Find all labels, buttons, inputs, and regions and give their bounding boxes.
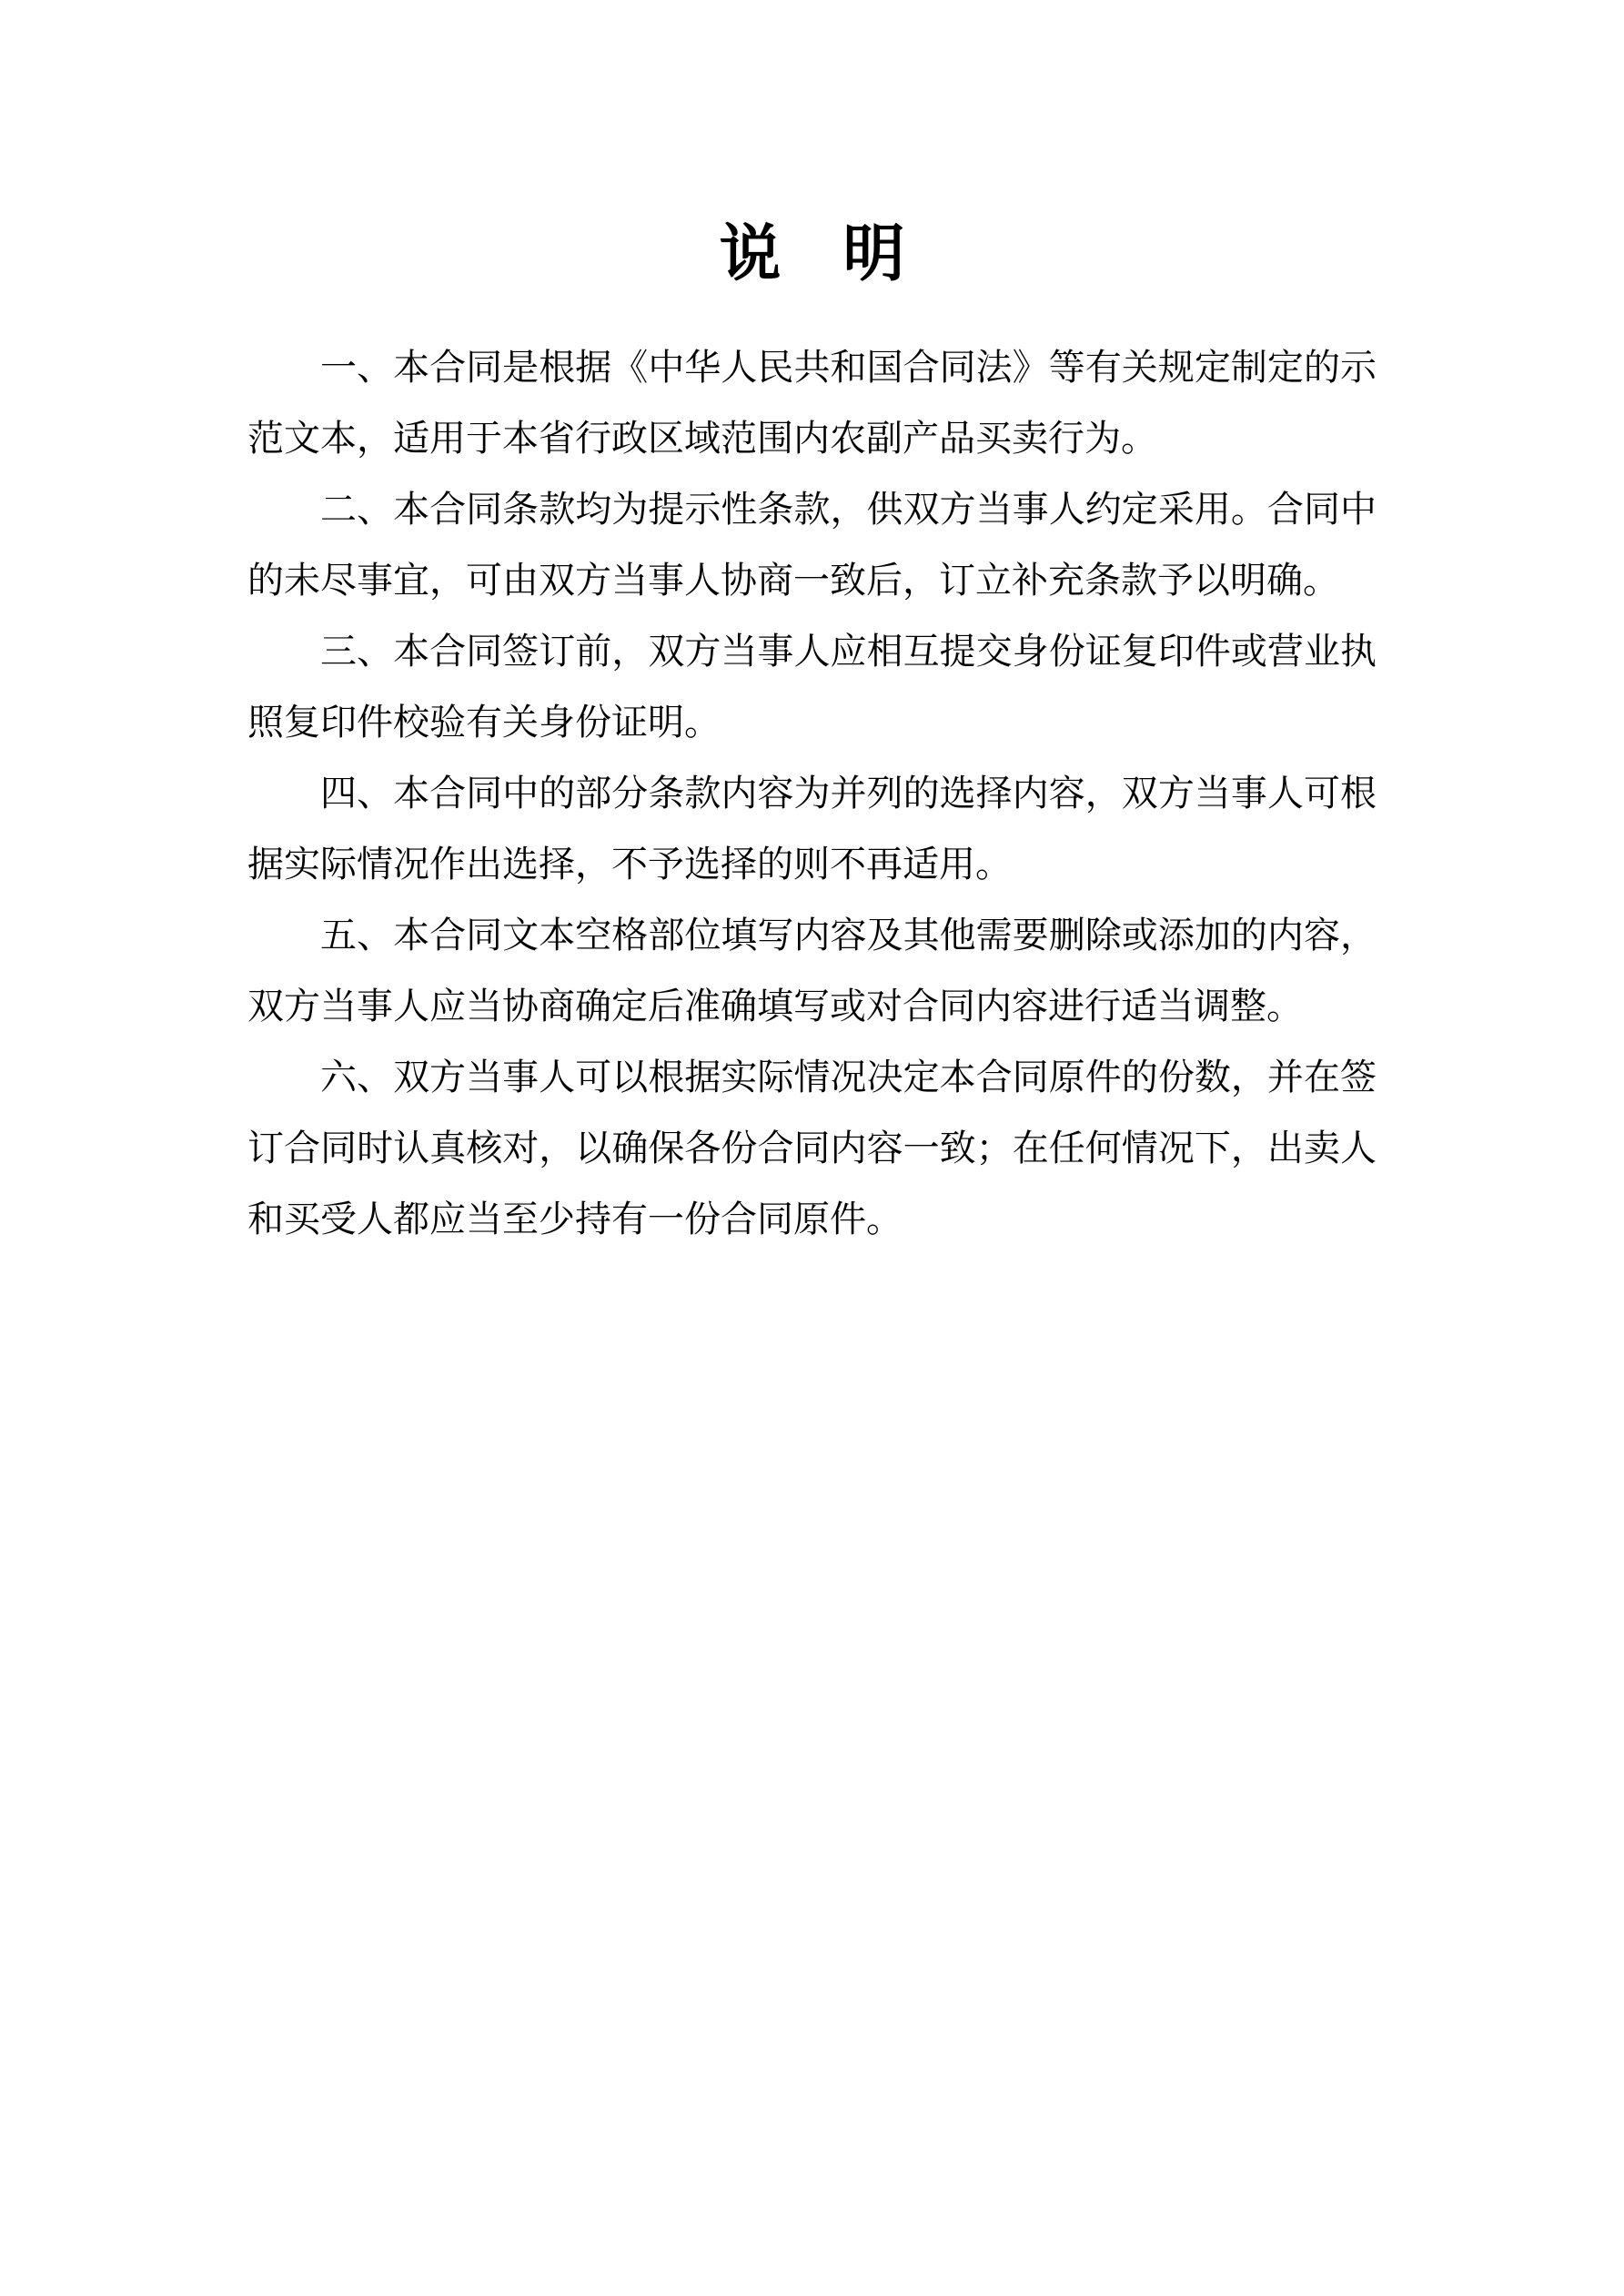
notice-paragraph-6: 六、双方当事人可以根据实际情况决定本合同原件的份数，并在签订合同时认真核对，以确保各份合同内容一致；在任何情况下，出卖人和买受人都应当至少持有一份合同原件。 xyxy=(247,1057,1377,1240)
page-title: 说 明 xyxy=(719,217,905,290)
notice-paragraph-1: 一、本合同是根据《中华人民共和国合同法》等有关规定制定的示范文本，适用于本省行政区域范围内农副产品买卖行为。 xyxy=(247,347,1377,460)
notice-paragraph-4: 四、本合同中的部分条款内容为并列的选择内容，双方当事人可根据实际情况作出选择，不予选择的则不再适用。 xyxy=(247,773,1377,885)
notice-paragraph-3: 三、本合同签订前，双方当事人应相互提交身份证复印件或营业执照复印件校验有关身份证明。 xyxy=(247,631,1377,743)
notice-paragraph-2: 二、本合同条款均为提示性条款，供双方当事人约定采用。合同中的未尽事宜，可由双方当事人协商一致后，订立补充条款予以明确。 xyxy=(247,489,1377,602)
notice-paragraph-5: 五、本合同文本空格部位填写内容及其他需要删除或添加的内容，双方当事人应当协商确定后准确填写或对合同内容进行适当调整。 xyxy=(247,915,1377,1027)
document-body xyxy=(247,332,1377,1255)
